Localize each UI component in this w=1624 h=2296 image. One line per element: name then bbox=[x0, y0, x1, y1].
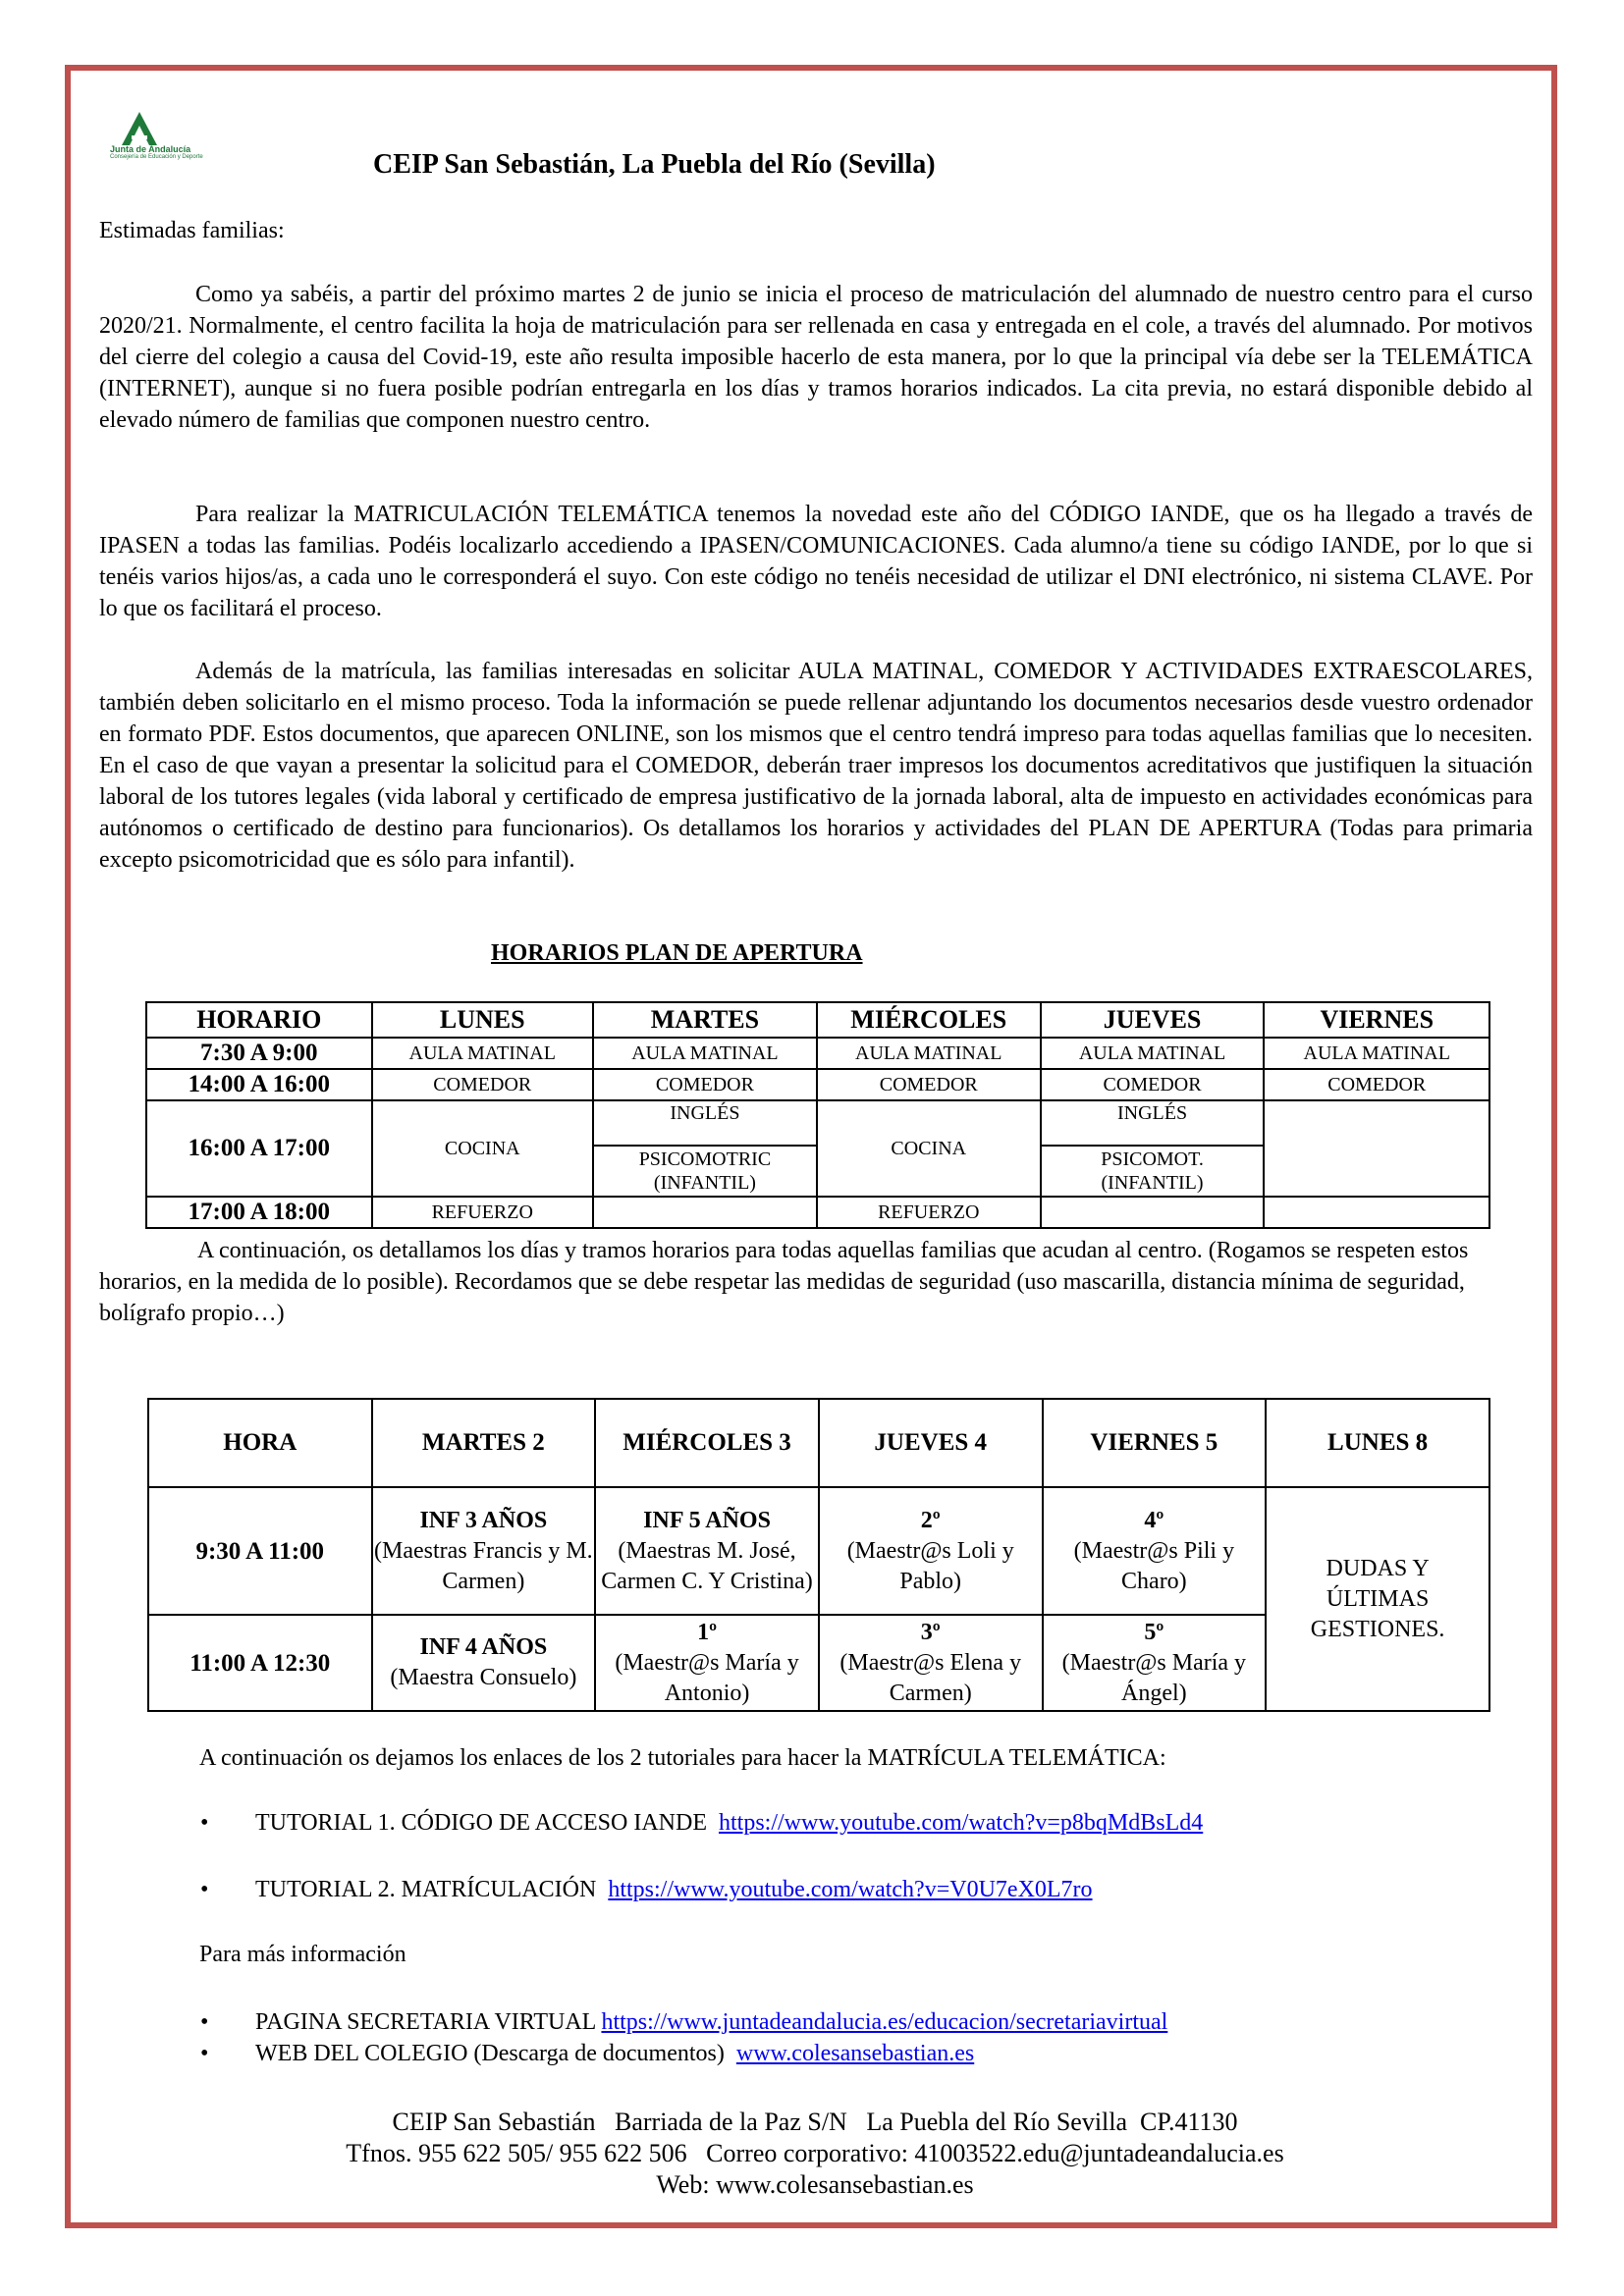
schedule-header: MIÉRCOLES bbox=[817, 1002, 1041, 1038]
appointment-cell bbox=[372, 1487, 596, 1615]
teachers-label: (Maestr@s Loli y Pablo) bbox=[846, 1537, 1014, 1594]
schedule-header: HORARIO bbox=[146, 1002, 372, 1038]
activity-cell: PSICOMOT. (INFANTIL) bbox=[1041, 1146, 1265, 1197]
paragraph-1 bbox=[99, 279, 1533, 436]
activity-cell: PSICOMOTRIC (INFANTIL) bbox=[593, 1146, 817, 1197]
teachers-label: (Maestr@s Elena y Carmen) bbox=[839, 1649, 1022, 1706]
time-cell: 16:00 A 17:00 bbox=[146, 1100, 372, 1197]
appointments-header-row bbox=[148, 1399, 1489, 1487]
paragraph-3-text: Además de la matrícula, las familias interesadas en solicitar AULA MATINAL, COMEDOR Y ACTIVIDADES EXTRAESCOLARES, también deben solicitarlo en el mismo proceso. Toda la información se puede rellenar adjuntando los documentos necesarios desde vuestro ordenador en formato PDF. Estos documentos, que aparecen ONLINE, son los mismos que el centro tendrá impreso para todas aquellas familias que lo necesiten. En el caso de que vayan a presentar la solicitud para el COMEDOR, deberán traer impresos los documentos acreditativos que justifiquen la situación laboral de los tutores legales (vida laboral y certificado de empresa justificativo de la jornada laboral, alta de impuesto en actividades económicas para autónomos o certificado de destino para funcionarios). Os detallamos los horarios y actividades del PLAN DE APERTURA (Todas para primaria excepto psicomotricidad que es sólo para infantil). bbox=[99, 659, 1533, 873]
teachers-label: (Maestras M. José, Carmen C. Y Cristina) bbox=[601, 1537, 813, 1594]
appointment-cell bbox=[819, 1487, 1043, 1615]
teachers-label: (Maestr@s María y Ángel) bbox=[1061, 1649, 1247, 1706]
appointments-header: VIERNES 5 bbox=[1043, 1399, 1267, 1487]
activity-cell: COMEDOR bbox=[372, 1069, 593, 1100]
group-label: INF 4 AÑOS bbox=[419, 1634, 548, 1660]
web-colegio-link[interactable]: www.colesansebastian.es bbox=[735, 2041, 975, 2066]
appointment-cell bbox=[372, 1615, 596, 1711]
secretaria-link[interactable]: https://www.juntadeandalucia.es/educacion/secretariavirtual bbox=[601, 2009, 1168, 2035]
activity-cell bbox=[1264, 1197, 1489, 1228]
list-item bbox=[255, 1877, 1093, 1903]
activity-cell: COMEDOR bbox=[817, 1069, 1041, 1100]
list-item bbox=[255, 1810, 1203, 1837]
paragraph-4 bbox=[99, 1235, 1533, 1329]
activity-cell: REFUERZO bbox=[817, 1197, 1041, 1228]
footer-web: Web: www.colesansebastian.es bbox=[656, 2170, 974, 2199]
table-row bbox=[146, 1038, 1489, 1069]
appointment-cell bbox=[1043, 1487, 1267, 1615]
activity-cell: AULA MATINAL bbox=[372, 1038, 593, 1069]
activity-cell: AULA MATINAL bbox=[817, 1038, 1041, 1069]
schedule-title: HORARIOS PLAN DE APERTURA bbox=[491, 940, 863, 966]
appointments-header: MIÉRCOLES 3 bbox=[595, 1399, 819, 1487]
appointments-header: LUNES 8 bbox=[1266, 1399, 1489, 1487]
secretaria-label: PAGINA SECRETARIA VIRTUAL bbox=[255, 2009, 596, 2035]
table-row bbox=[148, 1487, 1489, 1615]
schedule-table bbox=[145, 1001, 1490, 1229]
appointments-table bbox=[147, 1398, 1490, 1712]
info-list bbox=[255, 2006, 1167, 2069]
appointment-cell bbox=[595, 1487, 819, 1615]
logo-line-2: Consejería de Educación y Deporte bbox=[110, 154, 203, 160]
paragraph-4-text: A continuación, os detallamos los días y tramos horarios para todas aquellas familias que acudan al centro. (Rogamos se respeten estos horarios, en la medida de lo posible). Recordamos que se debe respetar las medidas de seguridad (uso mascarilla, distancia mínima de seguridad, bolígrafo propio…) bbox=[99, 1238, 1469, 1326]
schedule-header: JUEVES bbox=[1041, 1002, 1265, 1038]
activity-cell: INGLÉS bbox=[1041, 1100, 1265, 1146]
activity-cell: REFUERZO bbox=[372, 1197, 593, 1228]
appointment-cell bbox=[595, 1615, 819, 1711]
activity-cell: COMEDOR bbox=[593, 1069, 817, 1100]
paragraph-1-text: Como ya sabéis, a partir del próximo martes 2 de junio se inicia el proceso de matriculación del alumnado de nuestro centro para el curso 2020/21. Normalmente, el centro facilita la hoja de matriculación para ser rellenada en casa y entregada en el cole, a través del alumnado. Por motivos del cierre del colegio a causa del Covid-19, este año resulta imposible hacerlo de esta manera, por lo que la principal vía debe ser la TELEMÁTICA (INTERNET), aunque si no fuera posible podrían entregarla en los días y tramos horarios indicados. La cita previa, no estará disponible debido al elevado número de familias que componen nuestro centro. bbox=[99, 282, 1533, 433]
schedule-header: LUNES bbox=[372, 1002, 593, 1038]
activity-cell: COCINA bbox=[817, 1100, 1041, 1197]
logo-a-icon bbox=[110, 110, 169, 149]
activity-cell: COCINA bbox=[372, 1100, 593, 1197]
time-cell: 9:30 A 11:00 bbox=[148, 1487, 372, 1615]
logo-line-1: Junta de Andalucía bbox=[110, 144, 191, 154]
lunes-8-cell: DUDAS Y ÚLTIMAS GESTIONES. bbox=[1266, 1487, 1489, 1711]
activity-cell bbox=[1041, 1197, 1265, 1228]
web-colegio-label: WEB DEL COLEGIO (Descarga de documentos) bbox=[255, 2041, 725, 2066]
tutorial-list-1 bbox=[255, 1810, 1203, 1837]
teachers-label: (Maestr@s María y Antonio) bbox=[615, 1649, 799, 1706]
group-label: INF 5 AÑOS bbox=[643, 1507, 771, 1533]
time-cell: 11:00 A 12:30 bbox=[148, 1615, 372, 1711]
teachers-label: (Maestr@s Pili y Charo) bbox=[1073, 1537, 1235, 1594]
teachers-label: (Maestra Consuelo) bbox=[390, 1665, 577, 1690]
table-row bbox=[146, 1100, 1489, 1146]
activity-cell: COMEDOR bbox=[1041, 1069, 1265, 1100]
appointment-cell bbox=[1043, 1615, 1267, 1711]
group-label: 5º bbox=[1144, 1619, 1164, 1645]
greeting: Estimadas familias: bbox=[99, 218, 285, 243]
tutorial-2-link[interactable]: https://www.youtube.com/watch?v=V0U7eX0L7ro bbox=[608, 1877, 1093, 1902]
schedule-header-row bbox=[146, 1002, 1489, 1038]
group-label: 2º bbox=[920, 1507, 941, 1533]
table-row bbox=[146, 1069, 1489, 1100]
time-cell: 7:30 A 9:00 bbox=[146, 1038, 372, 1069]
footer-address: CEIP San Sebastián Barriada de la Paz S/N La Puebla del Río Sevilla CP.41130 bbox=[392, 2108, 1238, 2136]
activity-cell: AULA MATINAL bbox=[593, 1038, 817, 1069]
activity-cell: COMEDOR bbox=[1264, 1069, 1489, 1100]
logo-text bbox=[110, 145, 218, 161]
tutorial-1-link[interactable]: https://www.youtube.com/watch?v=p8bqMdBsLd4 bbox=[718, 1810, 1204, 1836]
appointment-cell bbox=[819, 1615, 1043, 1711]
group-label: 3º bbox=[920, 1619, 941, 1645]
appointments-header: JUEVES 4 bbox=[819, 1399, 1043, 1487]
group-label: INF 3 AÑOS bbox=[419, 1507, 548, 1533]
more-info-label: Para más información bbox=[199, 1942, 406, 1967]
tutorial-2-label: TUTORIAL 2. MATRÍCULACIÓN bbox=[255, 1877, 597, 1902]
footer bbox=[98, 2107, 1532, 2201]
paragraph-3 bbox=[99, 656, 1533, 876]
tutorial-list-2 bbox=[255, 1877, 1093, 1903]
group-label: 1º bbox=[697, 1619, 717, 1645]
paragraph-2 bbox=[99, 499, 1533, 624]
list-item bbox=[255, 2038, 1167, 2069]
activity-cell: AULA MATINAL bbox=[1264, 1038, 1489, 1069]
list-item bbox=[255, 2006, 1167, 2038]
schedule-header: VIERNES bbox=[1264, 1002, 1489, 1038]
appointments-header: MARTES 2 bbox=[372, 1399, 596, 1487]
page-title: CEIP San Sebastián, La Puebla del Río (Sevilla) bbox=[373, 149, 936, 180]
teachers-label: (Maestras Francis y M. Carmen) bbox=[374, 1537, 593, 1594]
time-cell: 17:00 A 18:00 bbox=[146, 1197, 372, 1228]
activity-cell bbox=[1264, 1100, 1489, 1197]
schedule-header: MARTES bbox=[593, 1002, 817, 1038]
time-cell: 14:00 A 16:00 bbox=[146, 1069, 372, 1100]
activity-cell: AULA MATINAL bbox=[1041, 1038, 1265, 1069]
activity-cell bbox=[593, 1197, 817, 1228]
table-row bbox=[146, 1197, 1489, 1228]
group-label: 4º bbox=[1144, 1507, 1164, 1533]
footer-contact: Tfnos. 955 622 505/ 955 622 506 Correo corporativo: 41003522.edu@juntadeandalucia.es bbox=[346, 2139, 1284, 2167]
appointments-header: HORA bbox=[148, 1399, 372, 1487]
links-intro: A continuación os dejamos los enlaces de los 2 tutoriales para hacer la MATRÍCULA TELEMÁTICA: bbox=[199, 1745, 1166, 1771]
activity-cell: INGLÉS bbox=[593, 1100, 817, 1146]
tutorial-1-label: TUTORIAL 1. CÓDIGO DE ACCESO IANDE bbox=[255, 1810, 707, 1836]
paragraph-2-text: Para realizar la MATRICULACIÓN TELEMÁTICA tenemos la novedad este año del CÓDIGO IANDE, que os ha llegado a través de IPASEN a todas las familias. Podéis localizarlo accediendo a IPASEN/COMUNICACIONES. Cada alumno/a tiene su código IANDE, por lo que si tenéis varios hijos/as, a cada uno le corresponderá el suyo. Con este código no tenéis necesidad de utilizar el DNI electrónico, ni sistema CLAVE. Por lo que os facilitará el proceso. bbox=[99, 502, 1533, 621]
